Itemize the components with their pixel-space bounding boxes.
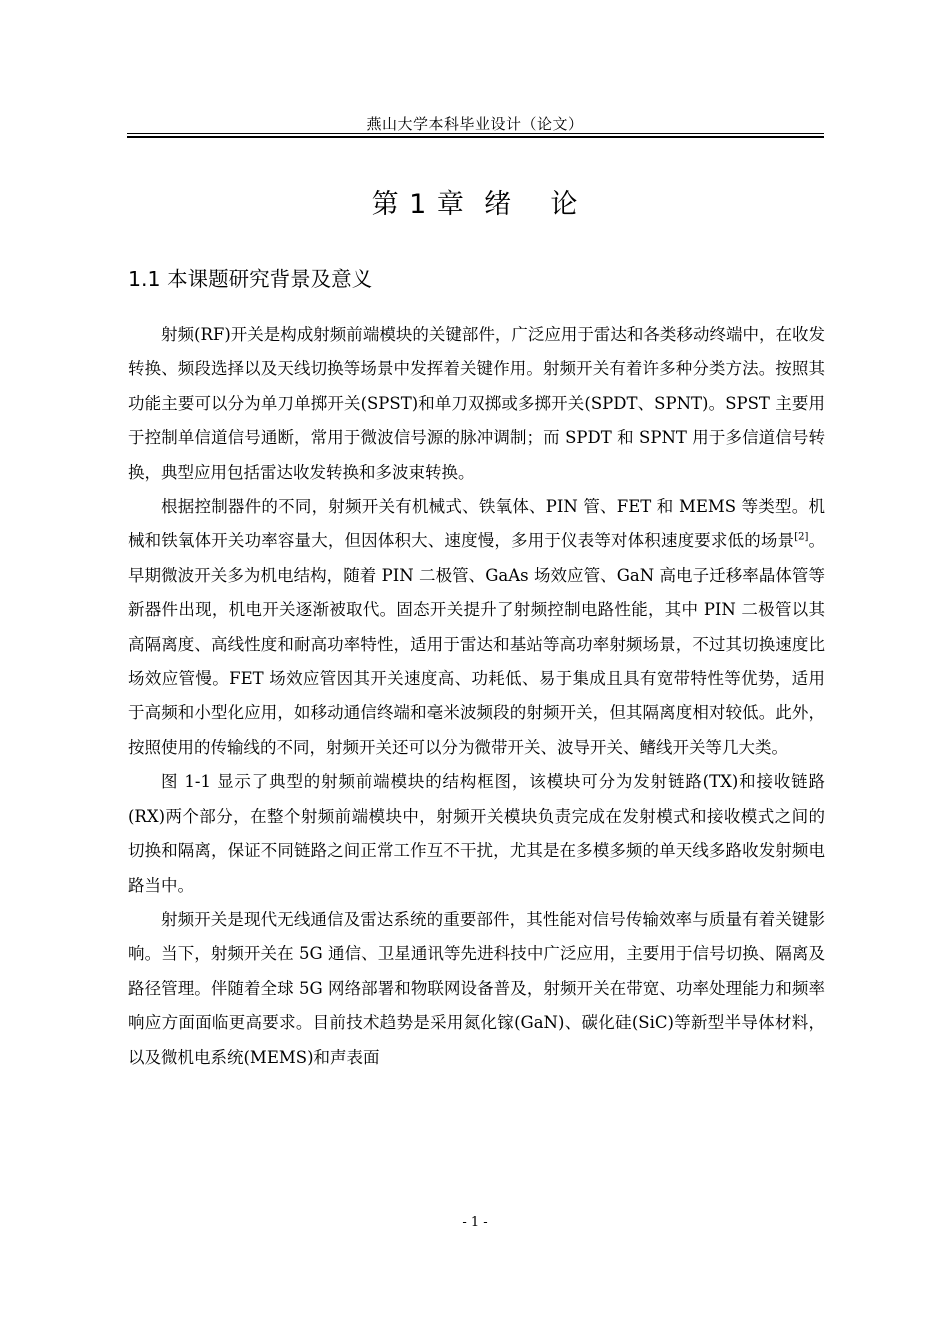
paragraph xyxy=(128,490,825,765)
paragraph: 图 1-1 显示了典型的射频前端模块的结构框图，该模块可分为发射链路(TX)和接收链路(RX)两个部分，在整个射频前端模块中，射频开关模块负责完成在发射模式和接收模式之间的切换和隔离，保证不同链路之间正常工作互不干扰，尤其是在多模多频的单天线多路收发射频电路当中。 xyxy=(128,772,825,895)
header-rule-thin xyxy=(127,133,824,134)
running-header: 燕山大学本科毕业设计（论文） xyxy=(366,115,584,133)
body-text xyxy=(128,318,825,1075)
section-title: 1.1 本课题研究背景及意义 xyxy=(128,267,373,291)
header-rule-thick xyxy=(127,136,824,138)
paragraph: 射频(RF)开关是构成射频前端模块的关键部件，广泛应用于雷达和各类移动终端中，在收发转换、频段选择以及天线切换等场景中发挥着关键作用。射频开关有着许多种分类方法。按照其功能主要可以分为单刀单掷开关(SPST)和单刀双掷或多掷开关(SPDT、SPNT)。SPST 主要用于控制单信道信号通断，常用于微波信号源的脉冲调制；而 SPDT 和 SPNT 用于多信道信号转换，典型应用包括雷达收发转换和多波束转换。 xyxy=(128,325,825,482)
paragraph-text: 。早期微波开关多为机电结构，随着 PIN 二极管、GaAs 场效应管、GaN 高电子迁移率晶体管等新器件出现，机电开关逐渐被取代。固态开关提升了射频控制电路性能，其中 PIN 二极管以其高隔离度、高线性度和耐高功率特性，适用于雷达和基站等高功率射频场景，不过其切换速度比场效应管慢。FET 场效应管因其开关速度高、功耗低、易于集成且具有宽带特性等优势，适用于高频和小型化应用，如移动通信终端和毫米波频段的射频开关，但其隔离度相对较低。此外，按照使用的传输线的不同，射频开关还可以分为微带开关、波导开关、鳍线开关等几大类。 xyxy=(128,531,826,757)
chapter-title: 第 1 章 绪 论 xyxy=(371,189,579,220)
paragraph: 射频开关是现代无线通信及雷达系统的重要部件，其性能对信号传输效率与质量有着关键影响。当下，射频开关在 5G 通信、卫星通讯等先进科技中广泛应用，主要用于信号切换、隔离及路径管理。伴随着全球 5G 网络部署和物联网设备普及，射频开关在带宽、功率处理能力和频率响应方面面临更高要求。目前技术趋势是采用氮化镓(GaN)、碳化硅(SiC)等新型半导体材料，以及微机电系统(MEMS)和声表面 xyxy=(128,909,825,1067)
paragraph-text: 根据控制器件的不同，射频开关有机械式、铁氧体、PIN 管、FET 和 MEMS 等类型。机械和铁氧体开关功率容量大，但因体积大、速度慢，多用于仪表等对体积速度要求低的场景 xyxy=(128,497,825,551)
citation-reference: [2] xyxy=(794,531,809,543)
page-number: - 1 - xyxy=(462,1215,488,1230)
